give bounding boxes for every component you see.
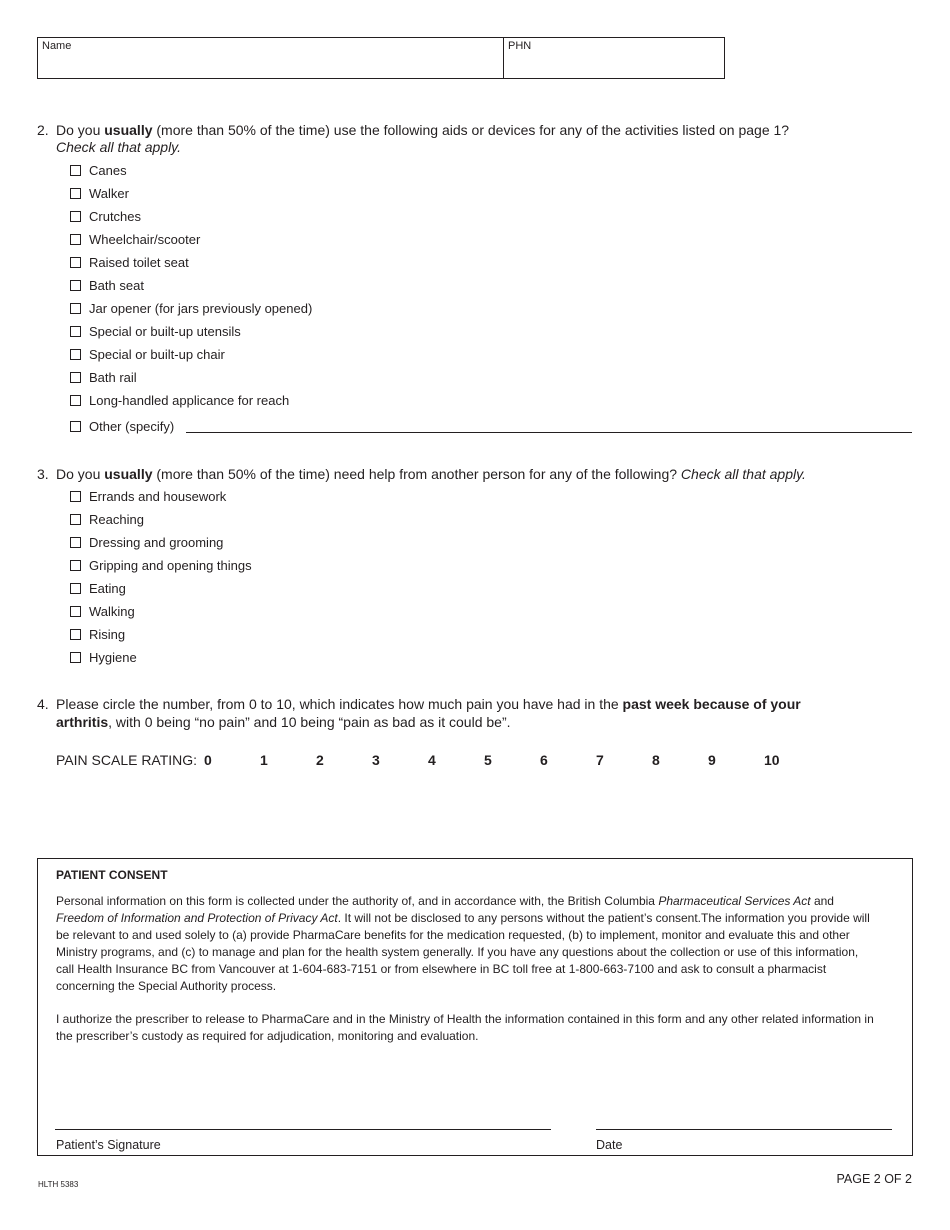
question-number: 2. xyxy=(37,122,49,138)
checkbox[interactable] xyxy=(70,395,81,406)
patient-id-box xyxy=(37,37,725,79)
checkbox-label: Walking xyxy=(89,603,135,619)
checkbox-option[interactable] xyxy=(70,557,252,573)
checkbox-label: Bath seat xyxy=(89,277,144,293)
checkbox-label: Long-handled applicance for reach xyxy=(89,392,290,408)
checkbox-label: Reaching xyxy=(89,511,144,527)
checkbox[interactable] xyxy=(70,211,81,222)
pain-scale-value[interactable]: 9 xyxy=(708,752,716,768)
pain-scale-value[interactable]: 5 xyxy=(484,752,492,768)
checkbox[interactable] xyxy=(70,303,81,314)
checkbox-label: Gripping and opening things xyxy=(89,557,252,573)
question-number: 3. xyxy=(37,466,49,482)
checkbox-label: Jar opener (for jars previously opened) xyxy=(89,300,313,316)
checkbox[interactable] xyxy=(70,326,81,337)
signature-label: Patient’s Signature xyxy=(56,1138,161,1152)
signature-line[interactable] xyxy=(55,1129,551,1130)
pain-scale-value[interactable]: 1 xyxy=(260,752,268,768)
question-2-instruction: Check all that apply. xyxy=(56,139,182,155)
pain-scale-value[interactable]: 6 xyxy=(540,752,548,768)
pain-scale-value[interactable]: 8 xyxy=(652,752,660,768)
checkbox-option[interactable] xyxy=(70,392,289,408)
checkbox-label: Dressing and grooming xyxy=(89,534,224,550)
consent-title: PATIENT CONSENT xyxy=(56,868,168,882)
form-id: HLTH 5383 xyxy=(38,1180,79,1189)
pain-scale-value[interactable]: 3 xyxy=(372,752,380,768)
checkbox-option[interactable] xyxy=(70,649,137,665)
pain-scale-value[interactable]: 10 xyxy=(764,752,780,768)
checkbox[interactable] xyxy=(70,560,81,571)
checkbox[interactable] xyxy=(70,583,81,594)
question-3-instruction: Check all that apply. xyxy=(680,466,806,482)
checkbox-label: Special or built-up utensils xyxy=(89,323,241,339)
checkbox[interactable] xyxy=(70,652,81,663)
checkbox-option[interactable] xyxy=(70,511,144,527)
checkbox[interactable] xyxy=(70,421,81,432)
consent-paragraph-2: I authorize the prescriber to release to PharmaCare and in the Ministry of Health the information contained in this form and any other related information in the prescriber’s custody as required for adjudication, monitoring and evaluation. xyxy=(56,1012,874,1043)
other-specify-line[interactable] xyxy=(186,432,912,433)
checkbox-option[interactable] xyxy=(70,369,137,385)
checkbox-option[interactable] xyxy=(70,208,141,224)
checkbox-option[interactable] xyxy=(70,418,174,434)
checkbox-option[interactable] xyxy=(70,488,226,504)
checkbox-label: Rising xyxy=(89,626,126,642)
checkbox-label: Eating xyxy=(89,580,126,596)
checkbox[interactable] xyxy=(70,372,81,383)
question-number: 4. xyxy=(37,696,49,712)
checkbox[interactable] xyxy=(70,257,81,268)
checkbox-option[interactable] xyxy=(70,323,241,339)
question-2: 2. Do you usually (more than 50% of the time) use the following aids or devices for any of the activities listed on page 1? xyxy=(37,122,790,138)
checkbox-label: Crutches xyxy=(89,208,142,224)
date-label: Date xyxy=(596,1138,623,1152)
checkbox-option[interactable] xyxy=(70,300,312,316)
checkbox-option[interactable] xyxy=(70,185,129,201)
checkbox-option[interactable] xyxy=(70,346,225,362)
phn-label: PHN xyxy=(508,40,532,52)
checkbox[interactable] xyxy=(70,606,81,617)
checkbox-option[interactable] xyxy=(70,277,144,293)
checkbox-option[interactable] xyxy=(70,626,125,642)
checkbox[interactable] xyxy=(70,165,81,176)
pain-scale xyxy=(56,752,820,768)
pain-scale-label: PAIN SCALE RATING: xyxy=(56,752,198,768)
pain-scale-value[interactable]: 4 xyxy=(428,752,436,768)
checkbox-label: Bath rail xyxy=(89,369,137,385)
checkbox-label: Raised toilet seat xyxy=(89,254,189,270)
checkbox-label: Hygiene xyxy=(89,649,137,665)
checkbox-option[interactable] xyxy=(70,603,135,619)
phn-field[interactable] xyxy=(504,38,724,78)
checkbox-option[interactable] xyxy=(70,231,200,247)
checkbox[interactable] xyxy=(70,537,81,548)
checkbox-option[interactable] xyxy=(70,580,126,596)
checkbox-option[interactable] xyxy=(70,254,189,270)
checkbox-label: Walker xyxy=(89,185,129,201)
checkbox[interactable] xyxy=(70,234,81,245)
checkbox[interactable] xyxy=(70,349,81,360)
checkbox-label: Wheelchair/scooter xyxy=(89,231,201,247)
pain-scale-numbers xyxy=(204,752,820,768)
checkbox-label: Canes xyxy=(89,162,127,178)
checkbox-label: Other (specify) xyxy=(89,418,175,434)
checkbox-label: Errands and housework xyxy=(89,488,227,504)
pain-scale-value[interactable]: 7 xyxy=(596,752,604,768)
name-field[interactable] xyxy=(38,38,504,78)
pain-scale-value[interactable]: 2 xyxy=(316,752,324,768)
date-line[interactable] xyxy=(596,1129,892,1130)
checkbox-option[interactable] xyxy=(70,162,127,178)
consent-paragraph-1: Personal information on this form is collected under the authority of, and in accordance with, the British Columbia Pharmaceutical Services Act and Freedom of Information and Protection of Privacy Act. It will not be disclosed to any persons without the patient’s consent.The information you provide will be relevant to and used solely to (a) provide PharmaCare benefits for the medication requested, (b) to implement, monitor and evaluate this and other Ministry programs, and (c) to manage and plan for the health system generally. If you have any questions about the collection or use of this information, call Health Insurance BC from Vancouver at 1-604-683-7151 or from elsewhere in BC toll free at 1-800-663-7100 and ask to consult a pharmacist concerning the Special Authority process. xyxy=(56,894,870,993)
checkbox-label: Special or built-up chair xyxy=(89,346,225,362)
checkbox[interactable] xyxy=(70,280,81,291)
name-label: Name xyxy=(42,40,72,52)
checkbox[interactable] xyxy=(70,514,81,525)
checkbox-option[interactable] xyxy=(70,534,223,550)
page-number: PAGE 2 OF 2 xyxy=(836,1172,912,1186)
checkbox[interactable] xyxy=(70,629,81,640)
checkbox[interactable] xyxy=(70,491,81,502)
question-4: 4. Please circle the number, from 0 to 10, which indicates how much pain you have had in the past week because of your arthritis, with 0 being “no pain” and 10 being “pain as bad as it could be”. xyxy=(37,696,801,730)
question-3: 3. Do you usually (more than 50% of the time) need help from another person for any of the following? Check all that apply. xyxy=(37,466,806,482)
patient-consent-box xyxy=(37,858,913,1156)
pain-scale-value[interactable]: 0 xyxy=(204,752,212,768)
checkbox[interactable] xyxy=(70,188,81,199)
